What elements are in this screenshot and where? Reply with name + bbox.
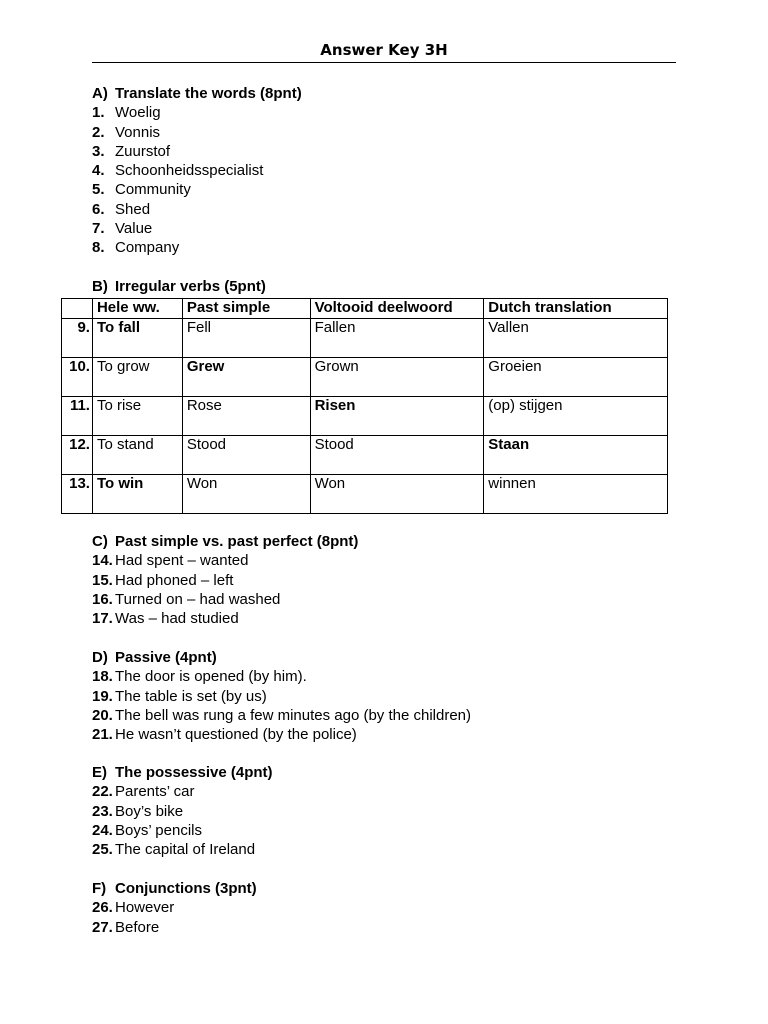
item-number: 17. [92, 610, 113, 628]
item-number: 5. [92, 181, 105, 199]
item-text: However [115, 899, 175, 917]
table-cell: Won [182, 475, 310, 514]
column-header: Voltooid deelwoord [310, 299, 484, 319]
table-cell: Risen [310, 397, 484, 436]
list-item [92, 142, 652, 161]
list-item [92, 590, 652, 609]
item-text: The bell was rung a few minutes ago (by the children) [115, 706, 472, 724]
table-cell: To rise [92, 397, 182, 436]
section-c [92, 532, 652, 628]
row-number: 11. [62, 397, 93, 436]
item-number: 25. [92, 841, 113, 859]
column-header [62, 299, 93, 319]
section-heading [92, 763, 652, 782]
item-text: Was – had studied [115, 610, 239, 628]
section-title: Translate the words (8pnt) [115, 85, 302, 102]
item-number: 24. [92, 821, 113, 839]
section-label: F) [92, 880, 107, 897]
irregular-verbs-table [61, 298, 668, 514]
item-number: 22. [92, 783, 113, 801]
section-d [92, 648, 652, 744]
item-number: 8. [92, 239, 105, 257]
table-row [62, 319, 668, 358]
item-text: Community [115, 181, 191, 199]
section-title: Passive (4pnt) [115, 649, 217, 666]
list-item [92, 898, 652, 917]
item-text: Boy’s bike [115, 802, 184, 820]
list-item [92, 161, 652, 180]
section-heading [92, 879, 652, 898]
table-cell: winnen [484, 475, 668, 514]
item-number: 7. [92, 220, 105, 238]
row-number: 9. [62, 319, 93, 358]
section-heading [92, 84, 652, 103]
table-row [62, 358, 668, 397]
table-row [62, 475, 668, 514]
list-item [92, 103, 652, 122]
item-text: Turned on – had washed [115, 590, 281, 608]
item-text: Boys’ pencils [115, 821, 202, 839]
table-cell: To fall [92, 319, 182, 358]
item-text: The capital of Ireland [115, 841, 256, 859]
column-header: Past simple [182, 299, 310, 319]
section-title: Conjunctions (3pnt) [115, 880, 257, 897]
item-text: Value [115, 220, 153, 238]
list-item [92, 551, 652, 570]
section-title: Irregular verbs (5pnt) [115, 278, 266, 295]
row-number: 10. [62, 358, 93, 397]
item-text: Had spent – wanted [115, 552, 249, 570]
list-item [92, 802, 652, 821]
table-cell: Stood [310, 436, 484, 475]
item-text: The door is opened (by him). [115, 668, 307, 686]
item-number: 20. [92, 706, 113, 724]
item-number: 16. [92, 590, 113, 608]
section-title: Past simple vs. past perfect (8pnt) [115, 533, 359, 550]
table-cell: Stood [182, 436, 310, 475]
item-number: 23. [92, 802, 113, 820]
table-cell: Groeien [484, 358, 668, 397]
list-item [92, 219, 652, 238]
list-item [92, 200, 652, 219]
item-text: Shed [115, 200, 151, 218]
table-row [62, 397, 668, 436]
list-item [92, 706, 652, 725]
table-header-row [62, 299, 668, 319]
section-label: B) [92, 278, 108, 295]
row-number: 12. [62, 436, 93, 475]
item-text: Parents’ car [115, 783, 195, 801]
section-heading [92, 532, 652, 551]
item-text: Before [115, 918, 160, 936]
list-item [92, 123, 652, 142]
table-cell: Grew [182, 358, 310, 397]
list-item [92, 687, 652, 706]
table-cell: Won [310, 475, 484, 514]
list-item [92, 667, 652, 686]
page-title: Answer Key 3H [92, 41, 676, 63]
item-text: The table is set (by us) [115, 687, 267, 705]
section-title: The possessive (4pnt) [115, 764, 273, 781]
table-cell: Rose [182, 397, 310, 436]
item-number: 15. [92, 571, 113, 589]
list-item [92, 782, 652, 801]
item-text: He wasn’t questioned (by the police) [115, 726, 357, 744]
item-number: 14. [92, 552, 113, 570]
table-row [62, 436, 668, 475]
item-number: 4. [92, 162, 105, 180]
item-text: Schoonheidsspecialist [115, 162, 264, 180]
item-number: 18. [92, 668, 113, 686]
list-item [92, 918, 652, 937]
item-number: 6. [92, 200, 105, 218]
table-cell: Fallen [310, 319, 484, 358]
item-number: 27. [92, 918, 113, 936]
column-header: Hele ww. [92, 299, 182, 319]
item-number: 3. [92, 142, 105, 160]
item-number: 1. [92, 104, 105, 122]
item-text: Company [115, 239, 180, 257]
list-item [92, 238, 652, 257]
section-label: E) [92, 764, 107, 781]
section-label: C) [92, 533, 108, 550]
list-item [92, 180, 652, 199]
column-header: Dutch translation [484, 299, 668, 319]
item-number: 2. [92, 123, 105, 141]
section-label: A) [92, 85, 108, 102]
list-item [92, 571, 652, 590]
list-item [92, 840, 652, 859]
list-item [92, 725, 652, 744]
item-number: 19. [92, 687, 113, 705]
list-item [92, 821, 652, 840]
section-e [92, 763, 652, 859]
item-text: Had phoned – left [115, 571, 234, 589]
row-number: 13. [62, 475, 93, 514]
table-cell: To stand [92, 436, 182, 475]
item-number: 26. [92, 899, 113, 917]
item-text: Woelig [115, 104, 161, 122]
table-cell: To grow [92, 358, 182, 397]
table-cell: Vallen [484, 319, 668, 358]
section-a [92, 84, 652, 258]
table-cell: Staan [484, 436, 668, 475]
section-b [92, 277, 652, 296]
section-f [92, 879, 652, 937]
table-cell: Grown [310, 358, 484, 397]
table-cell: Fell [182, 319, 310, 358]
section-heading [92, 648, 652, 667]
section-heading [92, 277, 652, 296]
table-cell: To win [92, 475, 182, 514]
item-text: Zuurstof [115, 142, 171, 160]
item-number: 21. [92, 726, 113, 744]
section-label: D) [92, 649, 108, 666]
table-cell: (op) stijgen [484, 397, 668, 436]
list-item [92, 609, 652, 628]
item-text: Vonnis [115, 123, 161, 141]
